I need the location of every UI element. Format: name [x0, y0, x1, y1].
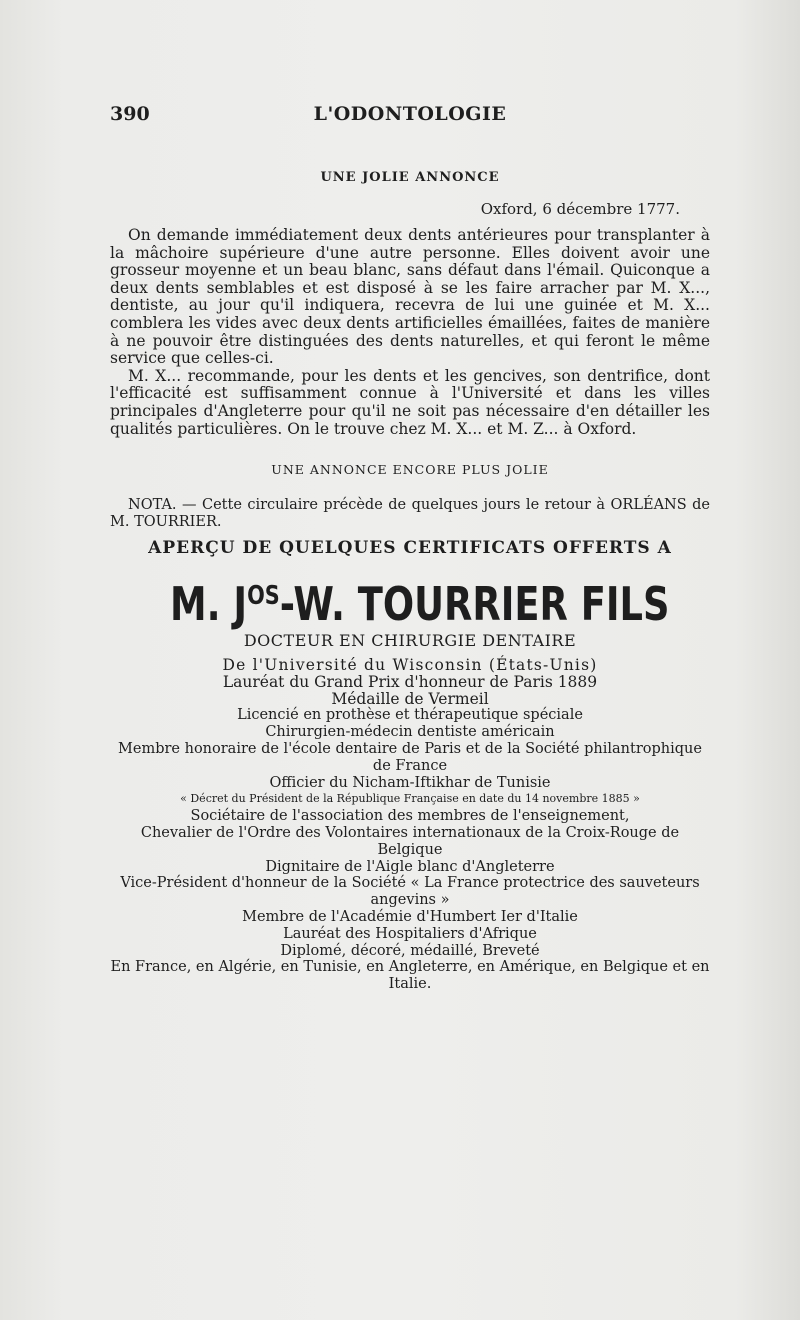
- nota-paragraph: [110, 497, 710, 530]
- paragraph: M. X... recommande, pour les dents et les gencives, son dentrifice, dont l'efficacité est suffisamment connue à l'Université et dans les villes principales d'Angleterre pour qu'il ne soit pas nécessaire d'en détailler les qualités particulières. On le trouve chez M. X... et M. Z... à Oxford.: [110, 366, 710, 438]
- page-number: 390: [110, 103, 150, 125]
- section-title-encore-plus-jolie: UNE ANNONCE ENCORE PLUS JOLIE: [271, 462, 549, 477]
- credential-line: De l'Université du Wisconsin (États-Unis): [222, 656, 598, 674]
- credential-line: Chirurgien-médecin dentiste américain: [265, 724, 555, 741]
- degree-line: DOCTEUR EN CHIRURGIE DENTAIRE: [243, 631, 577, 650]
- paragraph: On demande immédiatement deux dents antérieures pour transplanter à la mâchoire supérieure d'une autre personne. Elles doivent avoir une grosseur moyenne et un beau blanc, sans défaut dans l'émail. Quiconque a deux dents semblables et est disposé à se les faire arracher par M. X..., dentiste, au jour qu'il indiquera, recevra de lui une guinée et M. X... comblera les vides avec deux dents artificielles émaillées, faites de manière à ne pouvoir être distinguées des dents naturelles, et qui feront le même service que celles-ci.: [110, 226, 710, 368]
- credential-line: Dignitaire de l'Aigle blanc d'Angleterre: [265, 858, 555, 875]
- credentials-list: [110, 657, 710, 993]
- page-header: [110, 103, 710, 133]
- credential-line: Officier du Nicham-Iftikhar de Tunisie: [269, 774, 551, 791]
- section-title-jolie-annonce: UNE JOLIE ANNONCE: [320, 170, 500, 185]
- credential-line: En France, en Algérie, en Tunisie, en Angleterre, en Amérique, en Belgique et en Italie.: [110, 959, 710, 993]
- credential-line: Membre de l'Académie d'Humbert Ier d'Italie: [242, 908, 578, 925]
- name-superscript: OS: [247, 581, 280, 611]
- credential-line: « Décret du Président de la République Française en date du 14 novembre 1885 »: [180, 792, 640, 806]
- credential-line: Diplomé, décoré, médaillé, Breveté: [280, 942, 540, 959]
- nota-text: Cette circulaire précède de quelques jours le retour à ORLÉANS de M. TOURRIER.: [110, 497, 710, 530]
- certificates-heading: APERÇU DE QUELQUES CERTIFICATS OFFERTS A: [148, 538, 672, 558]
- credential-line: Chevalier de l'Ordre des Volontaires internationaux de la Croix-Rouge de Belgique: [140, 824, 680, 858]
- credential-line: Lauréat du Grand Prix d'honneur de Paris 1889: [222, 672, 598, 691]
- dateline: Oxford, 6 décembre 1777.: [480, 200, 680, 218]
- dentist-name: [170, 577, 670, 631]
- running-title: L'ODONTOLOGIE: [313, 103, 507, 125]
- name-rest: -W. TOURRIER FILS: [279, 577, 670, 631]
- credential-line: Sociétaire de l'association des membres de l'enseignement,: [190, 808, 630, 825]
- credential-line: Licencié en prothèse et thérapeutique spéciale: [237, 707, 583, 724]
- credential-line: Médaille de Vermeil: [331, 689, 489, 708]
- nota-label: NOTA. —: [128, 497, 197, 513]
- credential-line: Vice-Président d'honneur de la Société « La France protectrice des sauveteurs angevins »: [120, 875, 700, 909]
- credential-line: Lauréat des Hospitaliers d'Afrique: [283, 925, 537, 942]
- name-prefix: M. J: [170, 577, 248, 631]
- announcement-body: [110, 227, 710, 438]
- credential-line: Membre honoraire de l'école dentaire de Paris et de la Société philantrophique de France: [118, 740, 702, 774]
